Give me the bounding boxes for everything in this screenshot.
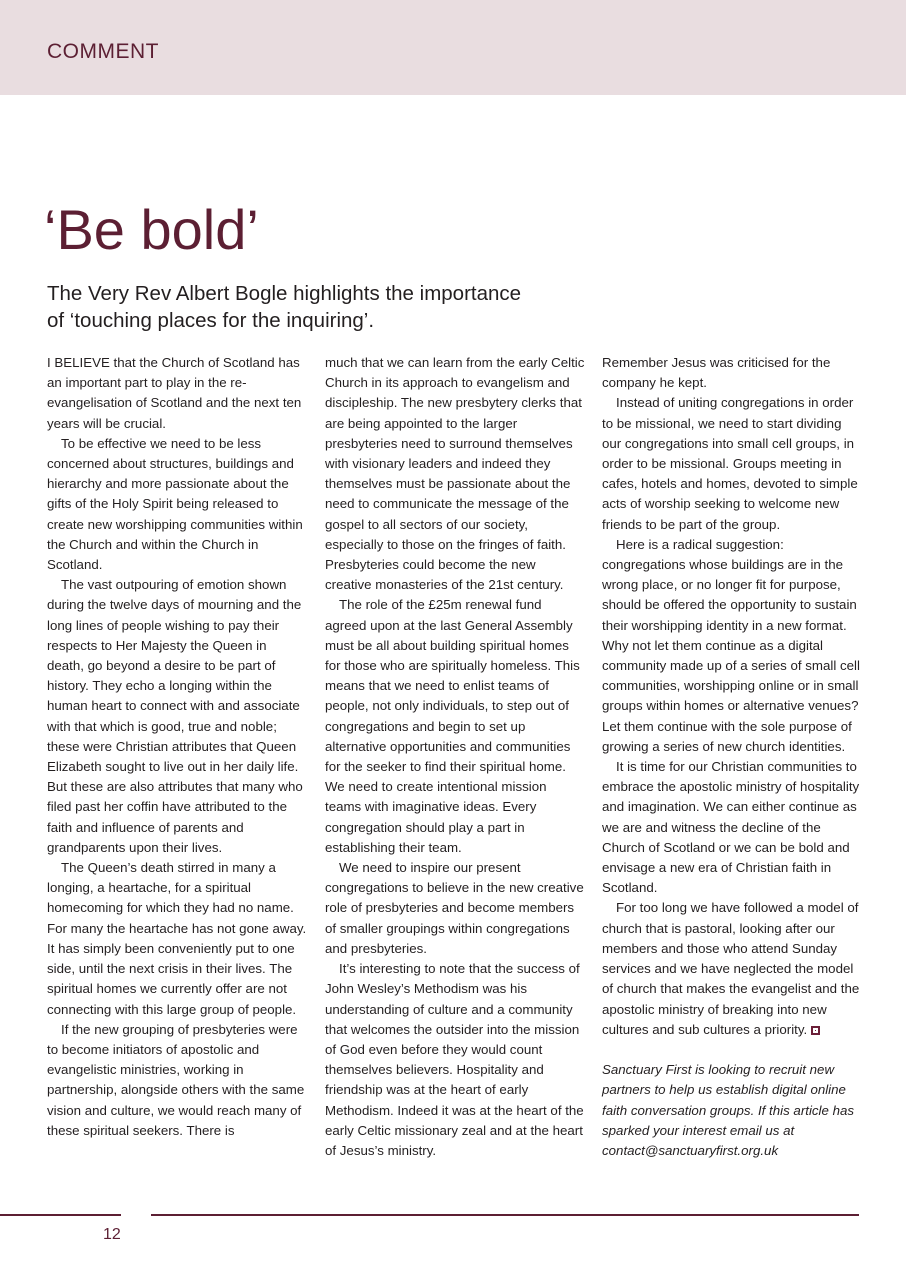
body-paragraph: To be effective we need to be less concerned about structures, buildings and hierarchy and more passionate about the gifts of the Holy Spirit being released to create new worshipping communities within the Church and within the Church in Scotland. [47, 435, 303, 573]
body-paragraph: It is time for our Christian communities to embrace the apostolic ministry of hospitality and imagination. We can either continue as we are and witness the decline of the Church of Scotland or we can be bold and envisage a new era of Christian faith in Scotland. [602, 759, 860, 896]
body-paragraph: Remember Jesus was criticised for the company he kept. [602, 355, 831, 391]
body-column-2 [325, 353, 585, 1161]
body-paragraph: If the new grouping of presbyteries were to become initiators of apostolic and evangelistic ministries, working in partnership, alongside others with the same vision and culture, we would reach many of these spiritual seekers. There is [47, 1021, 305, 1138]
body-paragraph: We need to inspire our present congregations to believe in the new creative role of presbyteries and become members of smaller groupings within congregations and presbyteries. [325, 860, 584, 956]
body-paragraph: The vast outpouring of emotion shown during the twelve days of mourning and the long lines of people wishing to pay their respects to Her Majesty the Queen in death, go beyond a desire to be part of history. They echo a longing within the human heart to connect with and associate with that which is good, true and noble; these were Christian attributes that Queen Elizabeth sought to live out in her daily life. But these are also attributes that many who filed past her coffin have attributed to the faith and influence of parents and grandparents upon their lives. [47, 577, 303, 855]
footer-rule-right [151, 1214, 859, 1216]
contact-note: Sanctuary First is looking to recruit new partners to help us establish digital online faith conversation groups. If this article has sparked your interest email us at contact@sanctuaryfirst.org.uk [602, 1062, 855, 1158]
footer-rule-left [0, 1214, 121, 1216]
article-standfirst [47, 280, 567, 334]
body-paragraph-final [602, 898, 862, 1039]
body-paragraph: The role of the £25m renewal fund agreed upon at the last General Assembly must be all about building spiritual homes for those who are spiritually homeless. This means that we need to enlist teams of people, not only individuals, to step out of congregations and begin to set up alternative opportunities and communities for the seeker to find their spiritual home. We need to create intentional mission teams with imaginative ideas. Every congregation should play a part in establishing their team. [325, 597, 580, 855]
body-column-1 [47, 353, 307, 1141]
body-column-3 [602, 353, 862, 1161]
page-number: 12 [103, 1226, 121, 1243]
article-title: ‘Be bold’ [44, 198, 259, 261]
body-paragraph: The Queen’s death stirred in many a longing, a heartache, for a spiritual homecoming for which they had no name. For many the heartache has not gone away. It has simply been conveniently put to one side, until the next crisis in their lives. The spiritual homes we currently offer are not connecting with this large group of people. [47, 860, 307, 1017]
body-paragraph: I BELIEVE that the Church of Scotland has an important part to play in the re-evangelisation of Scotland and the next ten years will be crucial. [47, 355, 302, 431]
standfirst-line: The Very Rev Albert Bogle highlights the importance [47, 282, 522, 305]
body-paragraph: much that we can learn from the early Celtic Church in its approach to evangelism and discipleship. The new presbytery clerks that are being appointed to the larger presbyteries need to surround themselves with visionary leaders and indeed they themselves must be passionate about the need to communicate the message of the gospel to all sectors of our society, especially to those on the fringes of faith. Presbyteries could become the new creative monasteries of the 21st century. [325, 355, 585, 593]
body-paragraph: It’s interesting to note that the success of John Wesley’s Methodism was his understanding of culture and a community that welcomes the outsider into the mission of God even before they would count themselves believers. Hospitality and friendship was at the heart of early Methodism. Indeed it was at the heart of the early Celtic missionary zeal and at the heart of Jesus’s ministry. [325, 961, 584, 1158]
body-paragraph: Here is a radical suggestion: congregations whose buildings are in the wrong place, or no longer fit for purpose, should be offered the opportunity to sustain their worshipping identity in a new format. Why not let them continue as a digital community made up of a series of small cell communities, worshipping online or in small groups within homes or alternative venues? Let them continue with the sole purpose of growing a series of new church identities. [602, 536, 860, 754]
body-paragraph: Instead of uniting congregations in order to be missional, we need to start dividing our congregations into small cell groups, in order to be missional. Groups meeting in cafes, hotels and homes, devoted to simple acts of worship seeking to welcome new friends to be part of the group. [602, 395, 858, 532]
section-label: COMMENT [47, 40, 159, 63]
final-paragraph-text: For too long we have followed a model of church that is pastoral, looking after our members and those who attend Sunday services and we have neglected the model of church that makes the evangelist and the apostolic ministry of breaking into new cultures and sub cultures a priority. [602, 900, 860, 1037]
standfirst-line: of ‘touching places for the inquiring’. [47, 309, 375, 332]
end-mark-icon [811, 1026, 820, 1035]
